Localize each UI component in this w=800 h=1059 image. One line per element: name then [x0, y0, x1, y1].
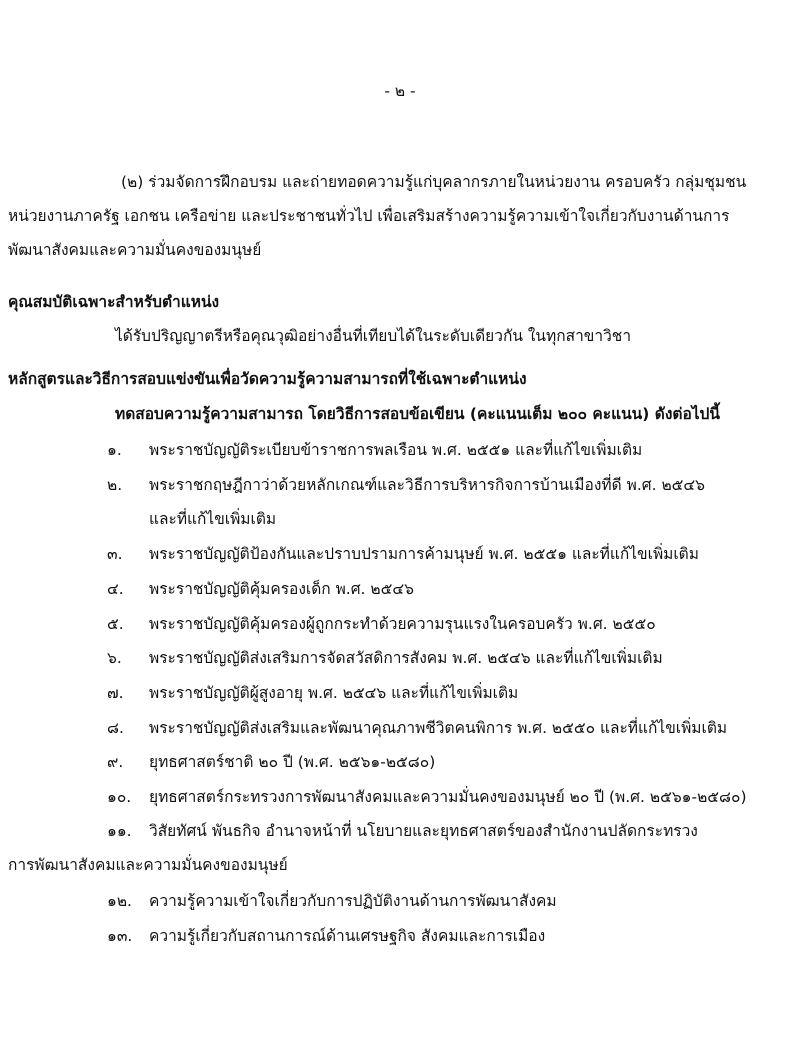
intro-line-3: พัฒนาสังคมและความมั่นคงของมนุษย์ — [8, 241, 262, 259]
item-text: ความรู้เกี่ยวกับสถานการณ์ด้านเศรษฐกิจ สังคมและการเมือง — [149, 927, 546, 945]
item-text: พระราชบัญญัติส่งเสริมการจัดสวัสดิการสังคม พ.ศ. ๒๕๔๖ และที่แก้ไขเพิ่มเติม — [149, 649, 663, 667]
item-text: วิสัยทัศน์ พันธกิจ อำนาจหน้าที่ นโยบายและยุทธศาสตร์ของสำนักงานปลัดกระทรวง — [149, 822, 698, 840]
exam-item-8 — [107, 719, 727, 738]
exam-item-12 — [107, 892, 557, 911]
exam-item-1 — [107, 441, 642, 460]
item-number: ๑๓. — [107, 927, 133, 945]
item-text: พระราชบัญญัติคุ้มครองเด็ก พ.ศ. ๒๕๔๖ — [149, 580, 414, 598]
exam-item-9 — [107, 753, 435, 772]
item-number: ๙. — [107, 753, 124, 771]
exam-item-11-continuation: การพัฒนาสังคมและความมั่นคงของมนุษย์ — [8, 856, 288, 874]
item-number: ๑. — [107, 441, 122, 459]
exam-item-13 — [107, 927, 545, 946]
exam-item-11 — [107, 822, 698, 841]
item-number: ๖. — [107, 649, 122, 667]
exam-subheading: ทดสอบความรู้ความสามารถ โดยวิธีการสอบข้อเขียน (คะแนนเต็ม ๒๐๐ คะแนน) ดังต่อไปนี้ — [115, 405, 720, 423]
item-text: พระราชบัญญัติระเบียบข้าราชการพลเรือน พ.ศ. ๒๕๕๑ และที่แก้ไขเพิ่มเติม — [149, 441, 643, 459]
item-text: พระราชบัญญัติคุ้มครองผู้ถูกกระทำด้วยความรุนแรงในครอบครัว พ.ศ. ๒๕๕๐ — [149, 615, 656, 633]
item-number: ๑๐. — [107, 788, 132, 806]
exam-item-5 — [107, 615, 656, 634]
item-text: ความรู้ความเข้าใจเกี่ยวกับการปฏิบัติงานด้านการพัฒนาสังคม — [149, 892, 557, 910]
exam-item-7 — [107, 684, 518, 703]
item-number: ๗. — [107, 684, 124, 702]
item-number: ๔. — [107, 580, 124, 598]
intro-line-2: หน่วยงานภาครัฐ เอกชน เครือข่าย และประชาชนทั่วไป เพื่อเสริมสร้างความรู้ความเข้าใจเกี่ยวกับงานด้านการ — [8, 207, 730, 225]
item-number: ๘. — [107, 719, 124, 737]
item-text: พระราชกฤษฎีกาว่าด้วยหลักเกณฑ์และวิธีการบริหารกิจการบ้านเมืองที่ดี พ.ศ. ๒๕๔๖ — [149, 476, 705, 494]
exam-item-2-continuation: และที่แก้ไขเพิ่มเติม — [149, 510, 277, 528]
item-number: ๑๒. — [107, 892, 132, 910]
exam-item-2 — [107, 476, 705, 495]
exam-heading: หลักสูตรและวิธีการสอบแข่งขันเพื่อวัดความรู้ความสามารถที่ใช้เฉพาะตำแหน่ง — [8, 370, 527, 388]
item-number: ๓. — [107, 545, 123, 563]
exam-item-4 — [107, 580, 414, 599]
exam-item-6 — [107, 649, 663, 668]
exam-item-10 — [107, 788, 747, 807]
item-text: พระราชบัญญัติป้องกันและปราบปรามการค้ามนุษย์ พ.ศ. ๒๕๕๑ และที่แก้ไขเพิ่มเติม — [149, 545, 699, 563]
item-number: ๑๑. — [107, 822, 132, 840]
item-text: พระราชบัญญัติผู้สูงอายุ พ.ศ. ๒๕๔๖ และที่แก้ไขเพิ่มเติม — [149, 684, 519, 702]
item-text: ยุทธศาสตร์กระทรวงการพัฒนาสังคมและความมั่นคงของมนุษย์ ๒๐ ปี (พ.ศ. ๒๕๖๑-๒๕๘๐) — [149, 788, 747, 806]
item-text: ยุทธศาสตร์ชาติ ๒๐ ปี (พ.ศ. ๒๕๖๑-๒๕๘๐) — [149, 753, 436, 771]
intro-line-1: (๒) ร่วมจัดการฝึกอบรม และถ่ายทอดความรู้แก่บุคลากรภายในหน่วยงาน ครอบครัว กลุ่มชุมชน — [121, 173, 747, 191]
qualifications-text: ได้รับปริญญาตรีหรือคุณวุฒิอย่างอื่นที่เทียบได้ในระดับเดียวกัน ในทุกสาขาวิชา — [115, 327, 632, 345]
item-text: พระราชบัญญัติส่งเสริมและพัฒนาคุณภาพชีวิตคนพิการ พ.ศ. ๒๕๕๐ และที่แก้ไขเพิ่มเติม — [149, 719, 728, 737]
item-number: ๕. — [107, 615, 124, 633]
item-number: ๒. — [107, 476, 123, 494]
exam-item-3 — [107, 545, 699, 564]
page-number: - ๒ - — [384, 82, 416, 100]
qualifications-heading: คุณสมบัติเฉพาะสำหรับตำแหน่ง — [8, 293, 220, 311]
